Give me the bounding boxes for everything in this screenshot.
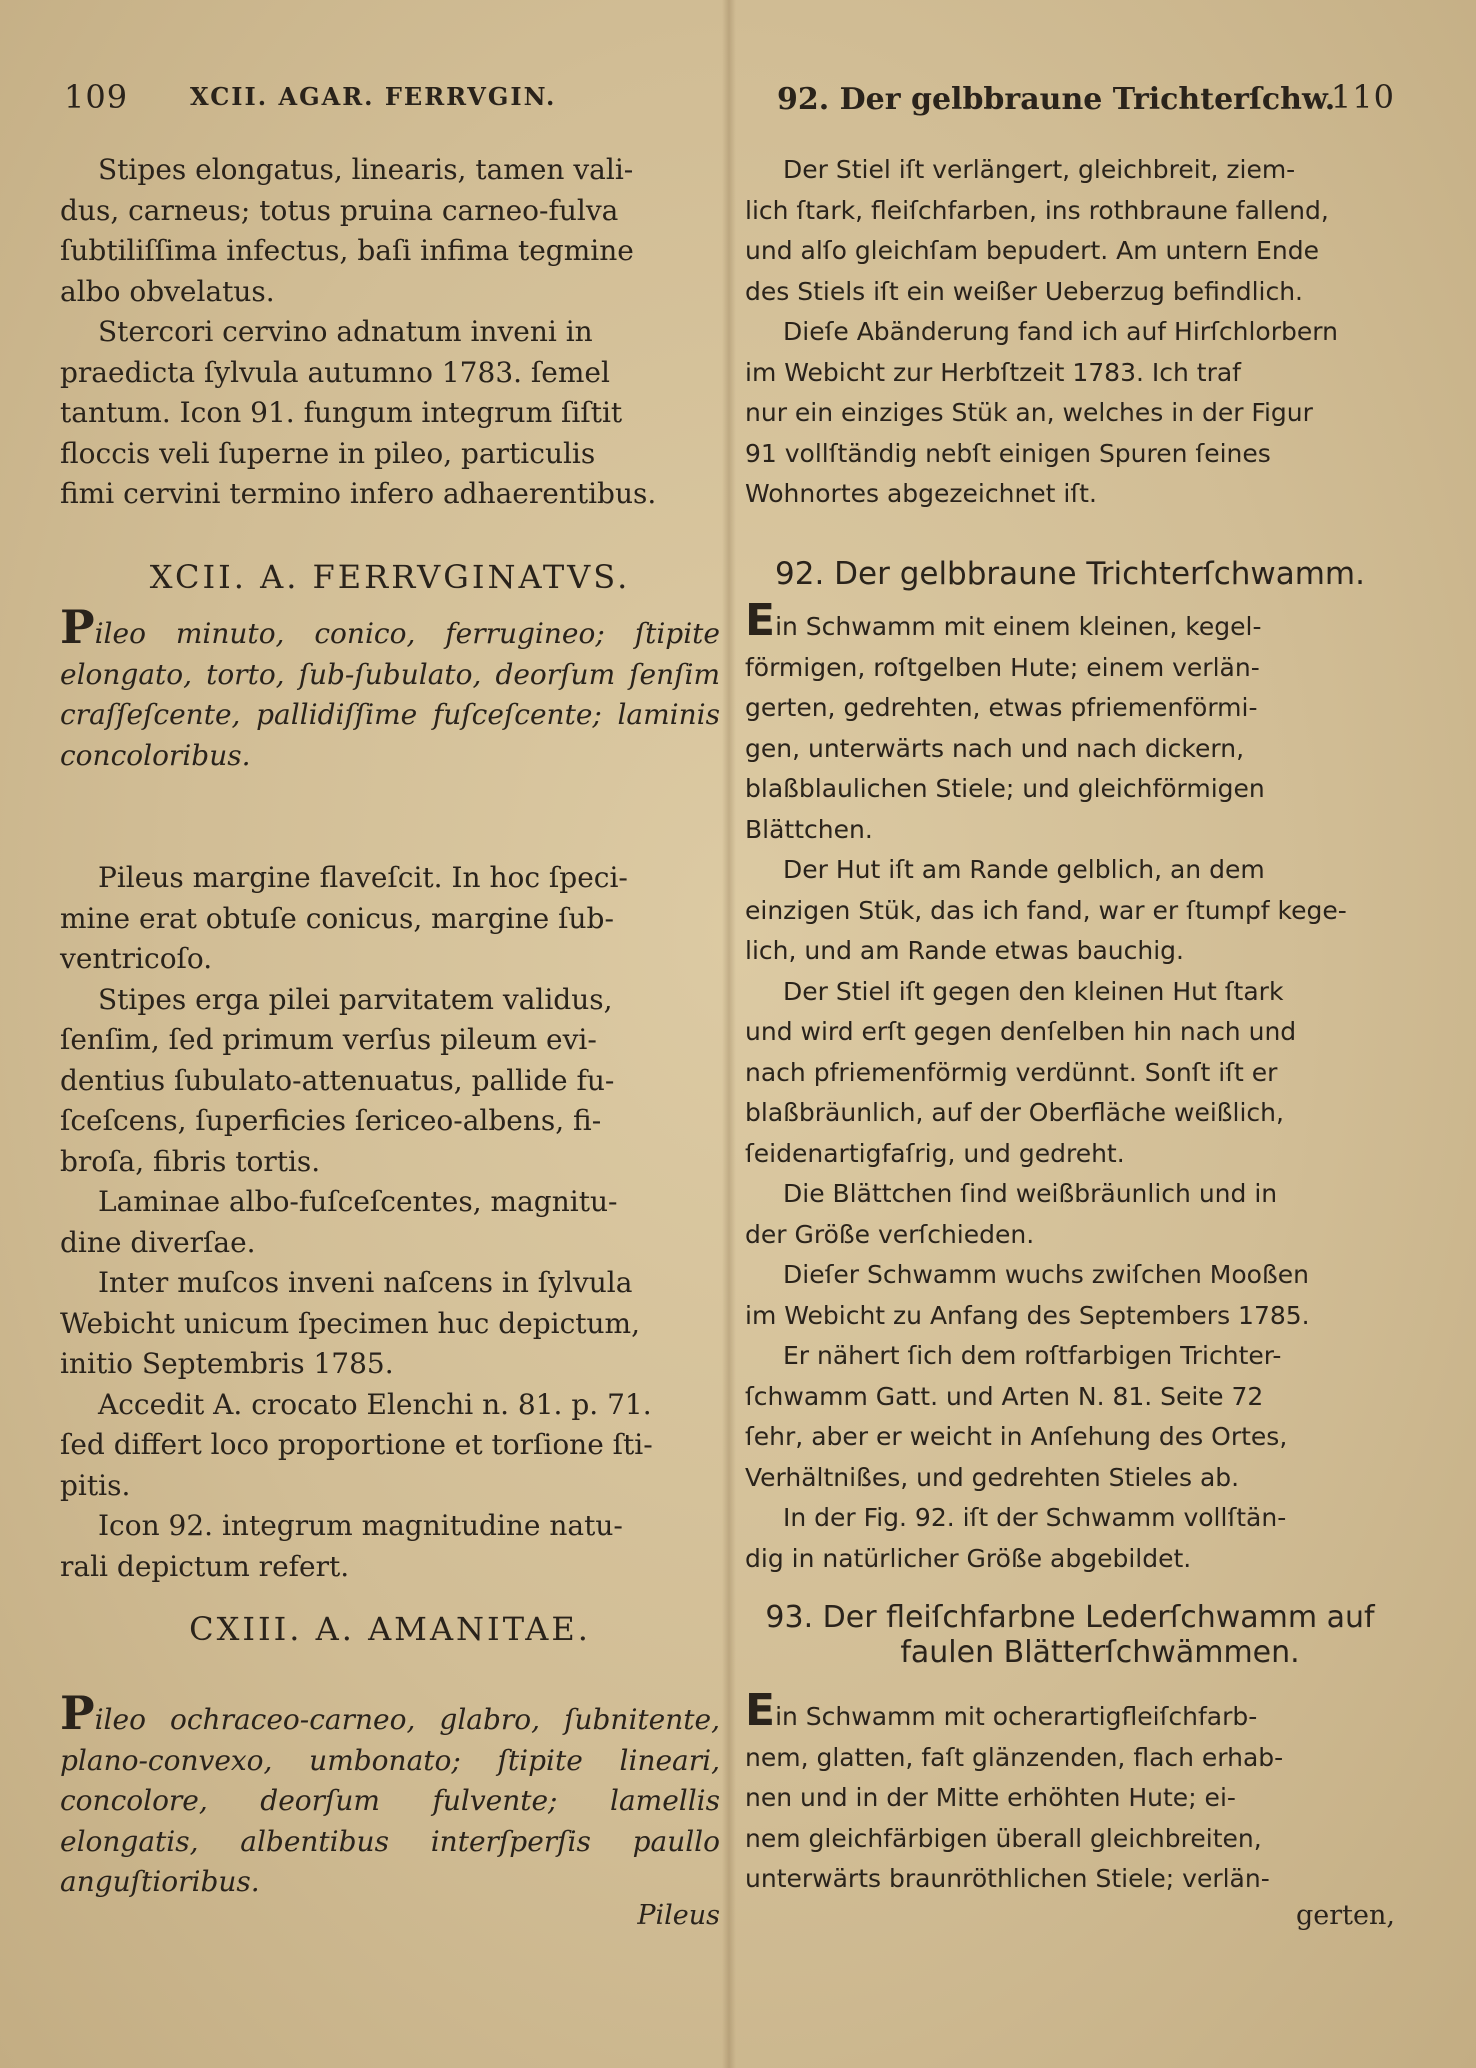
left-header [60, 78, 720, 118]
species-diagnosis [60, 1686, 720, 1903]
paragraph [745, 150, 1395, 312]
line: tantum. Icon 91. fungum integrum ſiſtit [60, 396, 623, 429]
line: Stercori cervino adnatum inveni in [98, 315, 593, 348]
paragraph [60, 1263, 720, 1385]
line: nach pfriemenförmig verdünnt. Sonſt iſt er [745, 1057, 1278, 1087]
line: ventricoſo. [60, 942, 213, 975]
line: und wird erſt gegen denſelben hin nach und [745, 1017, 1297, 1046]
line: Verhältnißes, und gedrehten Stieles ab. [745, 1462, 1240, 1492]
line: gen, unterwärts nach und nach dickern, [745, 733, 1245, 763]
section-title-line: faulen Blätterſchwämmen. [900, 1635, 1300, 1670]
line: gerten, gedrehten, etwas pfriemenförmi- [745, 693, 1258, 722]
book-gutter [722, 0, 736, 2068]
diagnosis-text: ileo ochraceo-carneo, glabro, ſubnitente, plano-convexo, umbonato; ſtipite lineari, concolore, deorſum fulvente; lamellis elongatis, albentibus interſperſis paullo anguſtioribus. [60, 1703, 720, 1898]
line: nur ein einziges Stük an, welches in der Figur [745, 398, 1313, 427]
section-title: CXIII. A. AMANITAE. [189, 1610, 591, 1648]
line: initio Septembris 1785. [60, 1347, 394, 1380]
line: im Webicht zu Anfang des Septembers 1785. [745, 1300, 1310, 1330]
line: förmigen, roſtgelben Hute; einem verlän- [745, 652, 1260, 682]
line: blaßbräunlich, auf der Oberfläche weißlich, [745, 1098, 1284, 1127]
line: Stipes elongatus, linearis, tamen vali- [98, 153, 634, 186]
paragraph [745, 312, 1395, 515]
line: Accedit A. crocato Elenchi n. 81. p. 71. [98, 1387, 652, 1421]
left-block-2 [60, 858, 720, 1587]
left-page [60, 0, 720, 2068]
page-number: 109 [64, 78, 129, 116]
section-title [745, 1600, 1395, 1670]
line: ſenſim, ſed primum verſus pileum evi- [60, 1023, 597, 1056]
right-block-2 [745, 595, 1395, 1579]
running-title: XCII. AGAR. FERRVGIN. [190, 82, 557, 111]
drop-initial: P [60, 1686, 95, 1740]
paragraph [745, 1498, 1395, 1579]
line: Wohnortes abgezeichnet iſt. [745, 479, 1097, 508]
drop-initial: P [60, 600, 95, 654]
line: dig in natürlicher Größe abgebildet. [745, 1543, 1192, 1573]
paragraph-with-initial [745, 595, 1395, 850]
line: unterwärts braunröthlichen Stiele; verlän- [745, 1864, 1270, 1893]
right-page [745, 0, 1395, 2068]
catchword: gerten, [1296, 1900, 1395, 1931]
line: In der Fig. 92. iſt der Schwamm vollſtän- [783, 1503, 1287, 1532]
line: lich ſtark, fleiſchfarben, ins rothbraune fallend, [745, 195, 1329, 225]
section-title-line: 93. Der fleiſchfarbne Lederſchwamm auf [765, 1600, 1375, 1635]
line: Der Stiel iſt verlängert, gleichbreit, ziem- [783, 155, 1296, 184]
line: in Schwamm mit ocherartigfleiſchfarb- [775, 1702, 1258, 1731]
line: broſa, fibris tortis. [60, 1144, 321, 1178]
paragraph [60, 980, 720, 1183]
paragraph [60, 1182, 720, 1263]
line: pitis. [60, 1468, 131, 1502]
line: dentius ſubulato-attenuatus, pallide fu- [60, 1063, 615, 1097]
line: Stipes erga pilei parvitatem validus, [98, 982, 613, 1016]
paragraph [60, 150, 720, 312]
line: Die Blättchen ſind weißbräunlich und in [783, 1179, 1278, 1208]
paragraph [745, 1255, 1395, 1336]
line: Blättchen. [745, 814, 873, 844]
section-title: 92. Der gelbbraune Trichterſchwamm. [775, 556, 1365, 592]
paragraph [60, 858, 720, 980]
line: Pileus margine flaveſcit. In hoc ſpeci- [98, 861, 628, 894]
line: praedicta ſylvula autumno 1783. ſemel [60, 355, 610, 389]
line: nem gleichfärbigen überall gleichbreiten, [745, 1823, 1262, 1853]
line: 91 vollſtändig nebſt einigen Spuren ſeines [745, 438, 1271, 468]
line: blaßblaulichen Stiele; und gleichförmigen [745, 774, 1265, 803]
line: und alſo gleichſam bepudert. Am untern Ende [745, 236, 1319, 265]
line: in Schwamm mit einem kleinen, kegel- [775, 612, 1262, 641]
line: Webicht unicum ſpecimen huc depictum, [60, 1306, 640, 1340]
line: Der Stiel iſt gegen den kleinen Hut ſtark [783, 976, 1284, 1006]
line: Icon 92. integrum magnitudine natu- [98, 1509, 623, 1542]
line: ſceſcens, ſuperficies ſericeo-albens, fi- [60, 1104, 602, 1137]
line: albo obvelatus. [60, 274, 275, 308]
line: floccis veli ſuperne in pileo, particulis [60, 436, 596, 470]
right-block-3 [745, 1685, 1395, 1900]
drop-initial: E [745, 1685, 776, 1736]
line: fimi cervini termino infero adhaerentibus. [60, 477, 657, 510]
diagnosis-text: ileo minuto, conico, ferrugineo; ſtipite elongato, torto, ſub-ſubulato, deorſum ſenſim craſſeſcente, pallidiſſime fuſceſcente; laminis concoloribus. [60, 617, 720, 772]
line: dine diverſae. [60, 1225, 256, 1259]
line: im Webicht zur Herbſtzeit 1783. Ich traf [745, 357, 1241, 387]
page-number: 110 [1330, 78, 1395, 116]
line: rali depictum refert. [60, 1549, 350, 1583]
paragraph [60, 312, 720, 515]
line: Er nähert ſich dem roſtfarbigen Trichter- [783, 1341, 1282, 1370]
line: lich, und am Rande etwas bauchig. [745, 936, 1184, 965]
right-block-1 [745, 150, 1395, 515]
running-title: 92. Der gelbbraune Trichterſchw. [777, 82, 1336, 117]
line: Inter muſcos inveni naſcens in ſylvula [98, 1266, 633, 1299]
left-block-1 [60, 150, 720, 515]
paragraph [745, 1174, 1395, 1255]
line: des Stiels iſt ein weißer Ueberzug befindlich. [745, 276, 1304, 306]
line: nen und in der Mitte erhöhten Hute; ei- [745, 1783, 1236, 1812]
line: mine erat obtuſe conicus, margine ſub- [60, 901, 614, 935]
paragraph [745, 850, 1395, 972]
paragraph [745, 972, 1395, 1175]
line: dus, carneus; totus pruina carneo-fulva [60, 193, 619, 227]
paragraph [60, 1506, 720, 1587]
line: Dieſe Abänderung fand ich auf Hirſchlorbern [783, 317, 1338, 346]
line: der Größe verſchieden. [745, 1219, 1035, 1249]
line: ſubtiliſſima infectus, baſi infima tegmine [60, 234, 634, 267]
line: ſeidenartigfaſrig, und gedreht. [745, 1138, 1125, 1168]
section-title: XCII. A. FERRVGINATVS. [149, 558, 631, 596]
species-diagnosis [60, 600, 720, 776]
line: nem, glatten, faſt glänzenden, flach erhab- [745, 1742, 1284, 1772]
line: Der Hut iſt am Rande gelblich, an dem [783, 855, 1265, 884]
line: Dieſer Schwamm wuchs zwiſchen Mooßen [783, 1260, 1309, 1289]
line: Laminae albo-fuſceſcentes, magnitu- [98, 1185, 618, 1218]
line: ſchwamm Gatt. und Arten N. 81. Seite 72 [745, 1381, 1264, 1411]
line: ſehr, aber er weicht in Anſehung des Ortes, [745, 1422, 1288, 1451]
line: einzigen Stük, das ich fand, war er ſtumpf kege- [745, 895, 1347, 925]
paragraph [745, 1336, 1395, 1498]
drop-initial: E [745, 595, 776, 646]
paragraph [60, 1385, 720, 1507]
catchword: Pileus [637, 1900, 720, 1931]
line: ſed differt loco proportione et torſione ſti- [60, 1428, 653, 1461]
right-header [745, 78, 1395, 118]
